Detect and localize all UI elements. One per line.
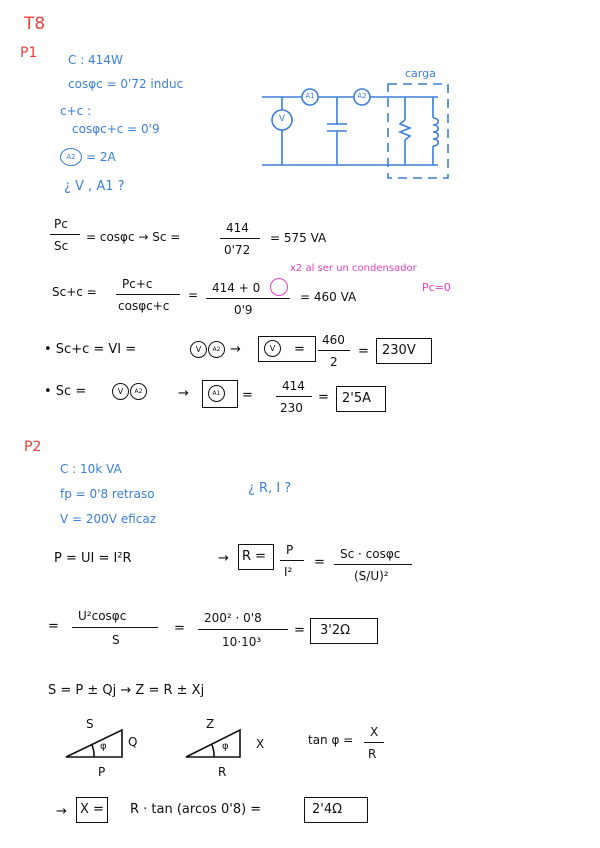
- given-cc: c+c :: [60, 104, 92, 118]
- eq4-arrow: →: [178, 386, 189, 401]
- capacitor-note: x2 al ser un condensador: [290, 263, 417, 274]
- tan-bar: [364, 742, 384, 743]
- tan-num: X: [370, 725, 379, 739]
- p2-eq2-equals-3: =: [294, 623, 305, 638]
- p2-eq2-frac2-num: 200² · 0'8: [204, 611, 262, 625]
- voltmeter-symbol-eq4: V: [112, 383, 129, 400]
- p2-eq1-box-label: R =: [242, 549, 267, 564]
- tri1-q-label: Q: [128, 735, 138, 749]
- eq2-lhs: Sc+c =: [52, 285, 97, 299]
- p2-eq1-frac2-den: (S/U)²: [354, 569, 389, 583]
- tri1-p-label: P: [98, 765, 106, 779]
- eq1-lhs-den: Sc: [54, 239, 69, 253]
- p2-eq4-result: 2'4Ω: [312, 802, 343, 817]
- ammeter-a2-symbol: A2: [60, 148, 82, 166]
- problem-label-p2: P2: [24, 439, 42, 455]
- eq4-equals: =: [242, 388, 253, 403]
- eq3-frac-num: 460: [322, 333, 345, 347]
- given-apparent-power: C : 10k VA: [60, 462, 122, 476]
- eq3-lhs: • Sc+c = VI =: [44, 342, 137, 357]
- ammeter-a1-label: A1: [305, 92, 315, 100]
- ammeter-a2-symbol-eq4: A2: [130, 383, 147, 400]
- problem-label-p1: P1: [20, 45, 38, 61]
- eq1-frac-num: 414: [226, 221, 249, 235]
- eq1-lhs-num: Pc: [54, 217, 68, 231]
- p2-eq1-frac1-num: P: [286, 543, 294, 557]
- eq2-frac1-den: cosφc+c: [118, 299, 170, 313]
- tan-lhs: tan φ =: [308, 733, 354, 747]
- ammeter-a2-label: A2: [357, 92, 367, 100]
- eq2-frac2-num: 414 + 0: [212, 281, 261, 295]
- voltmeter-symbol-boxed: V: [264, 340, 281, 357]
- tri2-angle-label: φ: [222, 741, 229, 752]
- p2-eq1-lhs: P = UI = I²R: [54, 551, 132, 566]
- p2-eq2-equals-2: =: [174, 621, 185, 636]
- p2-eq1-frac1-den: I²: [284, 565, 293, 579]
- p2-eq4-box-label: X =: [80, 802, 104, 817]
- eq3-result: 230V: [382, 343, 416, 358]
- eq3-equals-2: =: [358, 344, 369, 359]
- eq2-equals: =: [188, 288, 199, 302]
- given-power: C : 414W: [68, 53, 123, 67]
- eq3-frac-den: 2: [330, 355, 338, 369]
- question-p2: ¿ R, I ?: [248, 481, 292, 496]
- voltmeter-symbol: V: [190, 341, 207, 358]
- tri2-z-label: Z: [206, 717, 215, 731]
- sheet-tag: T8: [24, 14, 46, 34]
- p2-eq4-arrow: →: [56, 804, 67, 819]
- given-voltage: V = 200V eficaz: [60, 512, 157, 526]
- p2-eq1-arrow: →: [218, 551, 229, 566]
- question-p1: ¿ V , A1 ?: [64, 179, 125, 194]
- eq1-frac-den: 0'72: [224, 243, 251, 257]
- eq1-result: = 575 VA: [270, 231, 327, 245]
- tri2-r-label: R: [218, 765, 227, 779]
- voltmeter-label: V: [278, 114, 286, 124]
- given-power-factor: cosφc = 0'72 induc: [68, 77, 184, 91]
- capacitor-power-note: Pc=0: [422, 281, 451, 294]
- tan-den: R: [368, 747, 377, 761]
- tri1-s-label: S: [86, 717, 94, 731]
- ammeter-a2-symbol-eq3: A2: [208, 341, 225, 358]
- eq4-frac-den: 230: [280, 401, 303, 415]
- tri1-angle-label: φ: [100, 741, 107, 752]
- p2-eq2-frac1-den: S: [112, 633, 120, 647]
- p2-eq4-mid: R · tan (arcos 0'8) =: [130, 802, 262, 817]
- p2-eq2-equals: =: [48, 619, 59, 634]
- eq1-mid: = cosφc → Sc =: [86, 230, 181, 244]
- eq4-result: 2'5A: [342, 391, 372, 406]
- eq3-equals: =: [294, 342, 305, 357]
- eq2-result: = 460 VA: [300, 290, 357, 304]
- eq4-frac-num: 414: [282, 379, 305, 393]
- p2-eq2-result: 3'2Ω: [320, 623, 351, 638]
- eq4-lhs: • Sc =: [44, 384, 87, 399]
- ammeter-a1-symbol-boxed: A1: [208, 385, 225, 402]
- p2-eq1-equals: =: [314, 555, 325, 570]
- given-a2-current: = 2A: [86, 150, 116, 164]
- given-fp: fp = 0'8 retraso: [60, 487, 155, 501]
- p2-eq3: S = P ± Qj → Z = R ± Xj: [48, 683, 205, 698]
- eq4-equals-2: =: [318, 390, 329, 405]
- tri2-x-label: X: [256, 737, 265, 751]
- eq2-frac2-den: 0'9: [234, 303, 253, 317]
- eq3-arrow: →: [230, 342, 241, 357]
- p2-eq2-frac1-num: U²cosφc: [78, 609, 127, 623]
- eq2-frac1-num: Pc+c: [122, 277, 153, 291]
- load-label: carga: [405, 67, 436, 80]
- given-power-factor-cc: cosφc+c = 0'9: [72, 122, 160, 136]
- p2-eq1-frac2-num: Sc · cosφc: [340, 547, 401, 561]
- p2-eq2-frac2-den: 10·10³: [222, 635, 262, 649]
